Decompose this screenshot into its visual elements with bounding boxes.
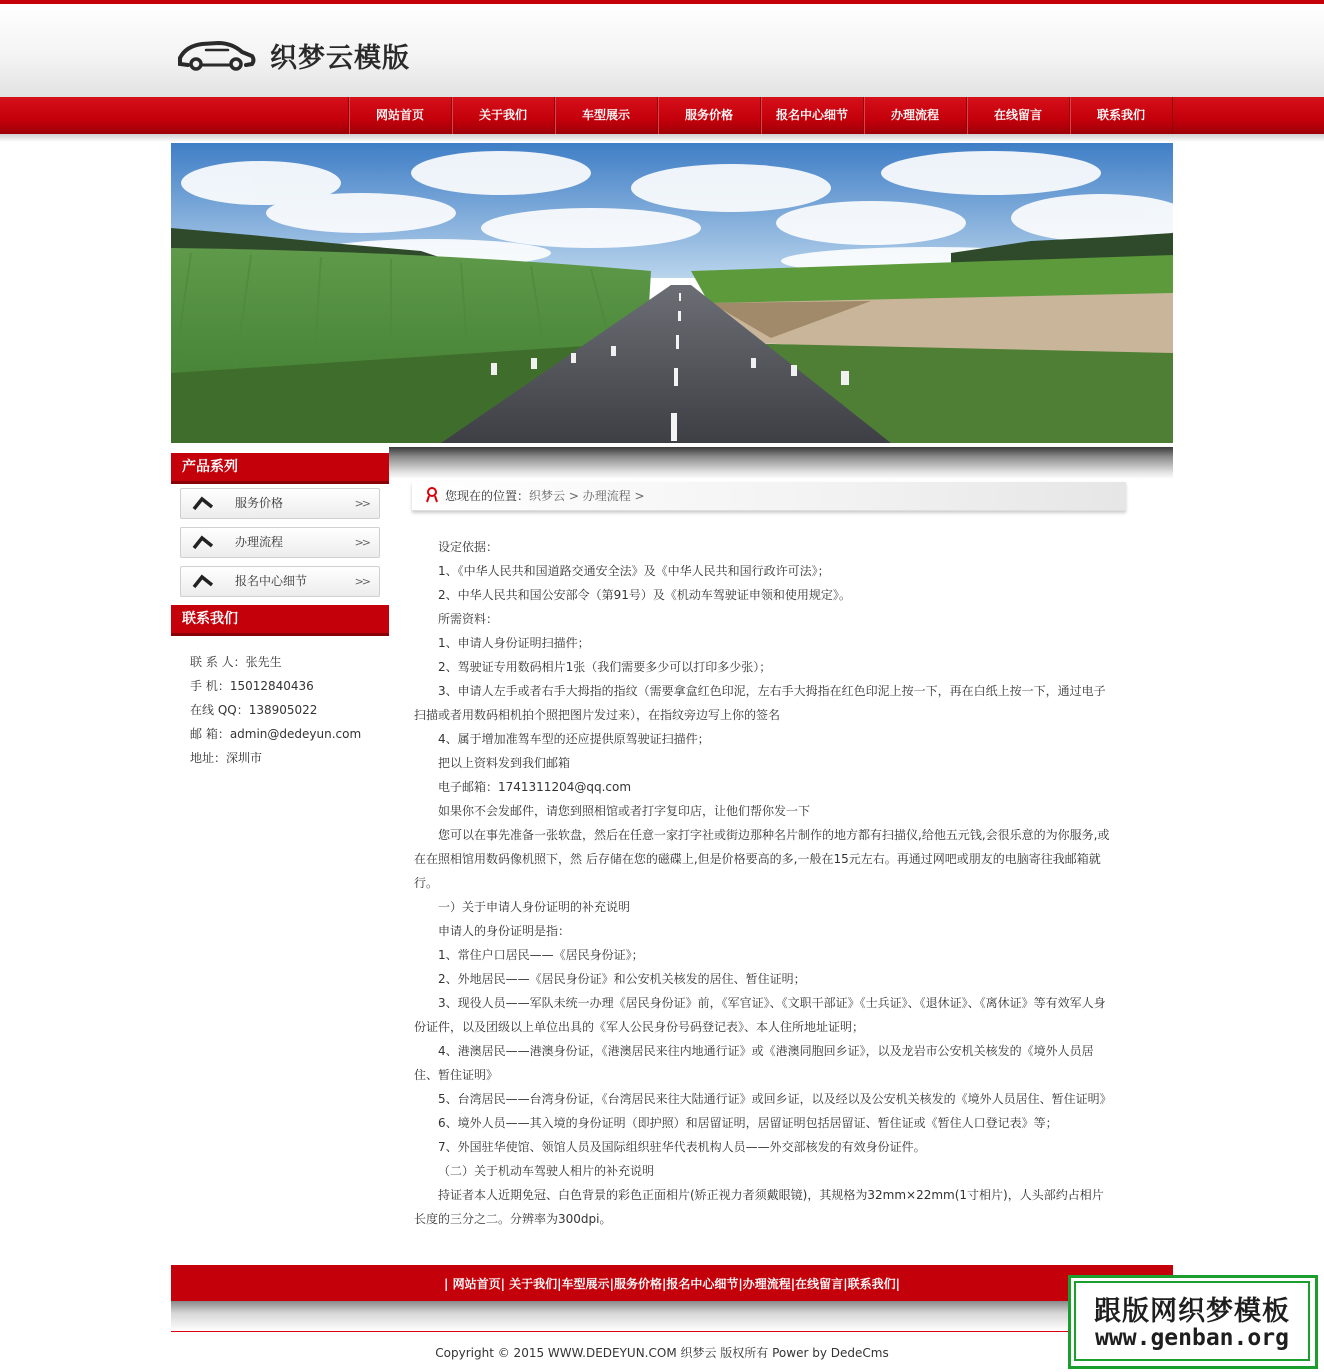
nav-item-process[interactable]: 办理流程	[864, 97, 967, 134]
breadcrumb-current-link[interactable]: 办理流程	[582, 489, 631, 503]
breadcrumb	[412, 482, 1126, 511]
sidebar-item-registration[interactable]	[180, 566, 380, 597]
sidebar-item-process[interactable]	[180, 527, 380, 558]
nav-item-home[interactable]: 网站首页	[349, 97, 452, 134]
content-top-shadow	[389, 447, 1173, 479]
article-paragraph: 一）关于申请人身份证明的补充说明	[438, 900, 631, 914]
contact-mobile: 手 机：15012840436	[190, 679, 314, 693]
main-nav	[0, 97, 1324, 134]
nav-item-about[interactable]: 关于我们	[452, 97, 555, 134]
article-paragraph: 1、申请人身份证明扫描件；	[438, 636, 590, 650]
article-paragraph: 6、境外人员——其入境的身份证明（即护照）和居留证明，居留证明包括居留证、暂住证或《暂住人口登记表》等；	[438, 1116, 1058, 1130]
breadcrumb-home-link[interactable]: 织梦云	[529, 489, 566, 503]
article-paragraph: 7、外国驻华使馆、领馆人员及国际组织驻华代表机构人员——外交部核发的有效身份证件。	[438, 1140, 926, 1154]
site-logo-text[interactable]: 织梦云模版	[270, 43, 410, 74]
car-logo-icon[interactable]	[176, 34, 256, 74]
contact-person: 联 系 人：张先生	[190, 655, 282, 669]
watermark-title: 跟版网织梦模板	[1094, 1296, 1290, 1327]
arrow-icon	[192, 535, 214, 551]
article-body	[414, 535, 1110, 1231]
sidebar-item-pricing[interactable]	[180, 488, 380, 519]
nav-item-message[interactable]: 在线留言	[967, 97, 1070, 134]
nav-item-models[interactable]: 车型展示	[555, 97, 658, 134]
footer-shadow	[171, 1301, 1173, 1331]
article-paragraph: 您可以在事先准备一张软盘，然后在任意一家打字社或街边那种名片制作的地方都有扫描仪,给他五元钱,会很乐意的为你服务,或在在照相馆用数码像机照下，然 后存储在您的磁碟上,但是价格要高的多,一般在15元左右。再通过网吧或朋友的电脑寄往我邮箱就行。	[414, 828, 1110, 890]
breadcrumb-prefix: 您现在的位置：	[445, 489, 530, 503]
article-paragraph: 1、常住户口居民——《居民身份证》；	[438, 948, 644, 962]
watermark-badge	[1068, 1275, 1318, 1369]
contact-address: 地址：深圳市	[190, 751, 263, 765]
article-paragraph: 如果你不会发邮件，请您到照相馆或者打字复印店，让他们帮你发一下	[438, 804, 811, 818]
article-paragraph: 2、中华人民共和国公安部令（第91号）及《机动车驾驶证申领和使用规定》。	[438, 588, 851, 602]
footer-link-about[interactable]: 关于我们	[509, 1277, 558, 1291]
breadcrumb-separator: >	[565, 489, 583, 503]
article-paragraph: 电子邮箱：1741311204@qq.com	[438, 780, 632, 794]
article-paragraph: 把以上资料发到我们邮箱	[438, 756, 571, 770]
arrow-icon	[192, 496, 214, 512]
footer-link-process[interactable]: 办理流程	[742, 1277, 791, 1291]
nav-list	[348, 97, 1173, 134]
banner-image	[171, 143, 1173, 443]
sidebar-contact-title: 联系我们	[171, 605, 389, 636]
nav-item-registration[interactable]: 报名中心细节	[761, 97, 864, 134]
article-paragraph: 1、《中华人民共和国道路交通安全法》及《中华人民共和国行政许可法》；	[438, 564, 830, 578]
nav-item-contact[interactable]: 联系我们	[1070, 97, 1173, 134]
sidebar-item-label: 办理流程	[235, 535, 284, 549]
copyright-text: Copyright © 2015 WWW.DEDEYUN.COM 织梦云 版权所有 Power by DedeCms	[435, 1346, 889, 1360]
breadcrumb-text	[445, 482, 645, 510]
article-paragraph: 3、申请人左手或者右手大拇指的指纹（需要拿盒红色印泥，左右手大拇指在红色印泥上按一下，再在白纸上按一下，通过电子扫描或者用数码相机拍个照把图片发过来），在指纹旁边写上你的签名	[414, 684, 1106, 722]
article-paragraph: 持证者本人近期免冠、白色背景的彩色正面相片(矫正视力者须戴眼镜)，其规格为32mm×22mm(1寸相片)，人头部约占相片长度的三分之二。分辨率为300dpi。	[414, 1188, 1104, 1226]
article-paragraph: 5、台湾居民——台湾身份证，《台湾居民来往大陆通行证》或回乡证，以及经以及公安机关核发的《境外人员居住、暂住证明》	[438, 1092, 1112, 1106]
footer-link-registration[interactable]: 报名中心细节	[666, 1277, 739, 1291]
contact-qq: 在线 QQ：138905022	[190, 703, 318, 717]
double-chevron-icon: >>	[354, 497, 369, 510]
article-paragraph: 2、驾驶证专用数码相片1张（我们需要多少可以打印多少张）；	[438, 660, 772, 674]
article-paragraph: 3、现役人员——军队未统一办理《居民身份证》前，《军官证》、《文职干部证》《士兵证》、《退休证》、《离休证》等有效军人身份证件，以及团级以上单位出具的《军人公民身份号码登记表》、本人住所地址证明；	[414, 996, 1106, 1034]
sidebar-item-label: 报名中心细节	[235, 574, 308, 588]
article-paragraph: 4、属于增加准驾车型的还应提供原驾驶证扫描件；	[438, 732, 710, 746]
contact-info	[190, 650, 361, 770]
sidebar-products-title: 产品系列	[171, 453, 389, 484]
location-pin-icon	[426, 487, 438, 503]
footer-link-message[interactable]: 在线留言	[795, 1277, 844, 1291]
nav-shadow	[0, 134, 1324, 142]
article-paragraph: 所需资料：	[438, 612, 499, 626]
header	[0, 4, 1324, 97]
double-chevron-icon: >>	[354, 536, 369, 549]
contact-email: 邮 箱：admin@dedeyun.com	[190, 727, 362, 741]
article-paragraph: （二）关于机动车驾驶人相片的补充说明	[438, 1164, 655, 1178]
breadcrumb-separator: >	[630, 489, 645, 503]
article-paragraph: 4、港澳居民——港澳身份证，《港澳居民来往内地通行证》或《港澳同胞回乡证》，以及龙岩市公安机关核发的《境外人员居住、暂住证明》	[414, 1044, 1094, 1082]
footer-nav	[171, 1265, 1173, 1301]
footer-link-contact[interactable]: 联系我们	[847, 1277, 896, 1291]
footer-divider	[171, 1331, 1173, 1332]
double-chevron-icon: >>	[354, 575, 369, 588]
article-paragraph: 申请人的身份证明是指：	[438, 924, 571, 938]
footer-link-models[interactable]: 车型展示	[561, 1277, 610, 1291]
watermark-url: www.genban.org	[1095, 1325, 1289, 1351]
article-paragraph: 2、外地居民——《居民身份证》和公安机关核发的居住、暂住证明；	[438, 972, 806, 986]
nav-item-pricing[interactable]: 服务价格	[658, 97, 761, 134]
watermark-inner	[1074, 1281, 1310, 1361]
footer-link-home[interactable]: 网站首页	[452, 1277, 501, 1291]
footer-link-pricing[interactable]: 服务价格	[613, 1277, 662, 1291]
footer-links: | 网站首页| 关于我们|车型展示|服务价格|报名中心细节|办理流程|在线留言|联系我们|	[444, 1277, 900, 1291]
sidebar-item-label: 服务价格	[235, 496, 284, 510]
article-paragraph: 设定依据：	[438, 540, 499, 554]
arrow-icon	[192, 574, 214, 590]
